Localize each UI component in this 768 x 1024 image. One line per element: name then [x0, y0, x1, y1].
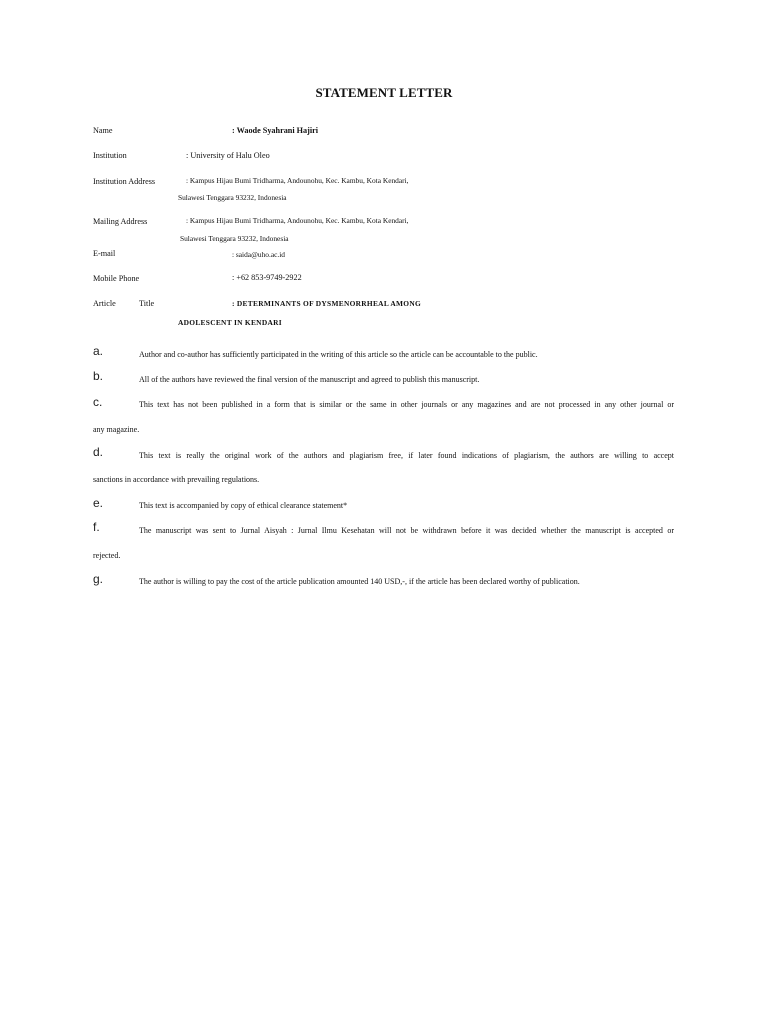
statement-f-continuation: rejected.	[93, 551, 121, 560]
document-title: STATEMENT LETTER	[315, 85, 453, 100]
mailing-address-line2: Sulawesi Tenggara 93232, Indonesia	[180, 234, 289, 243]
institution-address-label: Institution Address	[93, 177, 156, 186]
article-label: Article	[93, 299, 116, 308]
statement-c-continuation: any magazine.	[93, 425, 140, 434]
institution-value: : University of Halu Oleo	[186, 151, 270, 160]
institution-label: Institution	[93, 151, 127, 160]
statement-c-letter: c.	[93, 395, 103, 409]
statement-a-text: Author and co-author has sufficiently participated in the writing of this article so the article can be accountable to the public.	[139, 350, 538, 359]
article-title-line1: : DETERMINANTS OF DYSMENORRHEAL AMONG	[232, 299, 422, 308]
statement-d-text: This text is really the original work of the authors and plagiarism free, if later found indications of plagiarism, the authors are willing to accept	[139, 451, 674, 460]
statement-d-letter: d.	[93, 445, 104, 459]
institution-address-line2: Sulawesi Tenggara 93232, Indonesia	[178, 193, 287, 202]
statement-a-letter: a.	[93, 344, 104, 358]
article-title-line2: ADOLESCENT IN KENDARI	[178, 318, 282, 327]
email-label: E-mail	[93, 249, 116, 258]
title-label: Title	[139, 299, 155, 308]
mobile-phone-value: : +62 853-9749-2922	[232, 273, 302, 282]
statement-g-text: The author is willing to pay the cost of the article publication amounted 140 USD,-, if the article has been declared worthy of publication.	[139, 577, 580, 586]
mailing-address-label: Mailing Address	[93, 217, 148, 226]
statement-e-letter: e.	[93, 496, 104, 510]
email-value: : saida@uho.ac.id	[232, 250, 285, 259]
mobile-phone-label: Mobile Phone	[93, 274, 140, 283]
name-value: : Waode Syahrani Hajiri	[232, 126, 319, 135]
name-label: Name	[93, 126, 113, 135]
statement-e-text: This text is accompanied by copy of ethical clearance statement*	[139, 501, 348, 510]
statement-c-text: This text has not been published in a form that is similar or the same in other journals or any magazines and are not processed in any other journal or	[139, 400, 674, 409]
statement-b-letter: b.	[93, 369, 104, 383]
statement-g-letter: g.	[93, 572, 104, 586]
statement-b-text: All of the authors have reviewed the final version of the manuscript and agreed to publish this manuscript.	[139, 375, 480, 384]
statement-d-continuation: sanctions in accordance with prevailing regulations.	[93, 475, 260, 484]
statement-f-text: The manuscript was sent to Jurnal Aisyah : Jurnal Ilmu Kesehatan will not be withdrawn before it was decided whether the manuscript is accepted or	[139, 526, 674, 535]
mailing-address-line1: : Kampus Hijau Bumi Tridharma, Andounohu, Kec. Kambu, Kota Kendari,	[186, 216, 409, 225]
institution-address-line1: : Kampus Hijau Bumi Tridharma, Andounohu, Kec. Kambu, Kota Kendari,	[186, 176, 409, 185]
statement-f-letter: f.	[93, 520, 100, 534]
